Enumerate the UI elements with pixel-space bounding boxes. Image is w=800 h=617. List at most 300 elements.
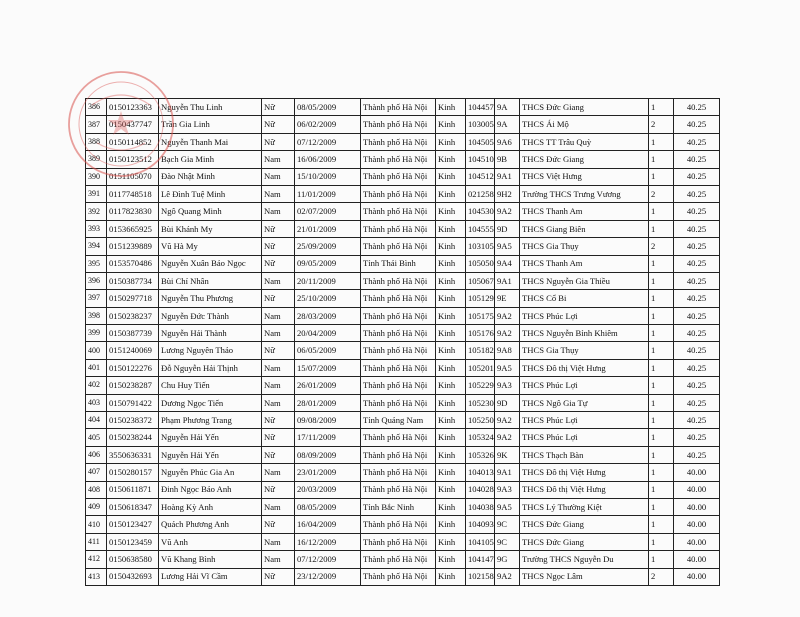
registration-code-cell: 105229 — [466, 377, 495, 394]
total-score-cell: 40.00 — [674, 498, 720, 515]
preference-rank-cell: 1 — [649, 481, 674, 498]
place-of-birth-cell: Thành phố Hà Nội — [361, 533, 436, 550]
school-name-cell: THCS TT Trâu Quỳ — [520, 133, 649, 150]
registration-code-cell: 021258 — [466, 185, 495, 202]
gender-cell: Nữ — [262, 446, 295, 463]
student-name-cell: Bùi Khánh My — [159, 220, 262, 237]
gender-cell: Nam — [262, 377, 295, 394]
gender-cell: Nữ — [262, 516, 295, 533]
school-name-cell: THCS Ngô Gia Tự — [520, 394, 649, 411]
class-cell: 9A — [495, 116, 520, 133]
preference-rank-cell: 2 — [649, 568, 674, 585]
total-score-cell: 40.00 — [674, 568, 720, 585]
table-row — [86, 238, 720, 255]
class-cell: 9A5 — [495, 498, 520, 515]
gender-cell: Nam — [262, 272, 295, 289]
row-number-cell: 395 — [86, 255, 107, 272]
student-name-cell: Vũ Khang Bình — [159, 551, 262, 568]
date-of-birth-cell: 25/10/2009 — [295, 290, 361, 307]
ethnicity-cell: Kinh — [436, 551, 466, 568]
place-of-birth-cell: Tỉnh Thái Bình — [361, 255, 436, 272]
total-score-cell: 40.25 — [674, 99, 720, 116]
school-name-cell: THCS Lý Thường Kiệt — [520, 498, 649, 515]
total-score-cell: 40.00 — [674, 533, 720, 550]
student-name-cell: Ngô Quang Minh — [159, 203, 262, 220]
student-name-cell: Lê Đình Tuệ Minh — [159, 185, 262, 202]
preference-rank-cell: 1 — [649, 168, 674, 185]
row-number-cell: 400 — [86, 342, 107, 359]
table-row — [86, 342, 720, 359]
total-score-cell: 40.25 — [674, 359, 720, 376]
registration-code-cell: 105175 — [466, 307, 495, 324]
date-of-birth-cell: 09/05/2009 — [295, 255, 361, 272]
date-of-birth-cell: 20/04/2009 — [295, 325, 361, 342]
preference-rank-cell: 1 — [649, 377, 674, 394]
student-name-cell: Đào Nhật Minh — [159, 168, 262, 185]
class-cell: 9A6 — [495, 133, 520, 150]
candidate-id-cell: 0150297718 — [107, 290, 159, 307]
date-of-birth-cell: 16/06/2009 — [295, 151, 361, 168]
candidate-id-cell: 0150123512 — [107, 151, 159, 168]
ethnicity-cell: Kinh — [436, 359, 466, 376]
candidate-id-cell: 0150638580 — [107, 551, 159, 568]
gender-cell: Nữ — [262, 568, 295, 585]
school-name-cell: THCS Thanh Am — [520, 203, 649, 220]
class-cell: 9C — [495, 533, 520, 550]
candidate-id-cell: 0150791422 — [107, 394, 159, 411]
ethnicity-cell: Kinh — [436, 342, 466, 359]
class-cell: 9B — [495, 151, 520, 168]
class-cell: 9A5 — [495, 359, 520, 376]
row-number-cell: 402 — [86, 377, 107, 394]
table-row — [86, 429, 720, 446]
date-of-birth-cell: 06/02/2009 — [295, 116, 361, 133]
ethnicity-cell: Kinh — [436, 168, 466, 185]
candidate-id-cell: 0150123427 — [107, 516, 159, 533]
class-cell: 9K — [495, 446, 520, 463]
place-of-birth-cell: Thành phố Hà Nội — [361, 203, 436, 220]
place-of-birth-cell: Thành phố Hà Nội — [361, 446, 436, 463]
registration-code-cell: 105326 — [466, 446, 495, 463]
table-row — [86, 168, 720, 185]
candidate-id-cell: 0151240069 — [107, 342, 159, 359]
date-of-birth-cell: 15/07/2009 — [295, 359, 361, 376]
gender-cell: Nam — [262, 151, 295, 168]
ethnicity-cell: Kinh — [436, 307, 466, 324]
registration-code-cell: 104093 — [466, 516, 495, 533]
row-number-cell: 413 — [86, 568, 107, 585]
preference-rank-cell: 1 — [649, 307, 674, 324]
student-name-cell: Nguyễn Đức Thành — [159, 307, 262, 324]
date-of-birth-cell: 02/07/2009 — [295, 203, 361, 220]
candidate-id-cell: 0117748518 — [107, 185, 159, 202]
total-score-cell: 40.25 — [674, 342, 720, 359]
gender-cell: Nữ — [262, 429, 295, 446]
place-of-birth-cell: Thành phố Hà Nội — [361, 481, 436, 498]
ethnicity-cell: Kinh — [436, 533, 466, 550]
student-name-cell: Quách Phương Anh — [159, 516, 262, 533]
total-score-cell: 40.25 — [674, 307, 720, 324]
place-of-birth-cell: Thành phố Hà Nội — [361, 290, 436, 307]
gender-cell: Nữ — [262, 481, 295, 498]
date-of-birth-cell: 09/08/2009 — [295, 412, 361, 429]
table-row — [86, 290, 720, 307]
student-name-cell: Nguyễn Hải Yến — [159, 429, 262, 446]
row-number-cell: 394 — [86, 238, 107, 255]
table-row — [86, 464, 720, 481]
class-cell: 9A2 — [495, 325, 520, 342]
total-score-cell: 40.25 — [674, 290, 720, 307]
place-of-birth-cell: Thành phố Hà Nội — [361, 516, 436, 533]
preference-rank-cell: 2 — [649, 185, 674, 202]
preference-rank-cell: 1 — [649, 429, 674, 446]
ethnicity-cell: Kinh — [436, 412, 466, 429]
candidate-id-cell: 0151239889 — [107, 238, 159, 255]
gender-cell: Nam — [262, 168, 295, 185]
ethnicity-cell: Kinh — [436, 377, 466, 394]
preference-rank-cell: 1 — [649, 151, 674, 168]
date-of-birth-cell: 26/01/2009 — [295, 377, 361, 394]
gender-cell: Nữ — [262, 342, 295, 359]
candidate-id-cell: 0150238237 — [107, 307, 159, 324]
date-of-birth-cell: 20/11/2009 — [295, 272, 361, 289]
ethnicity-cell: Kinh — [436, 516, 466, 533]
total-score-cell: 40.25 — [674, 168, 720, 185]
class-cell: 9A8 — [495, 342, 520, 359]
ethnicity-cell: Kinh — [436, 290, 466, 307]
registration-code-cell: 105230 — [466, 394, 495, 411]
table-row — [86, 325, 720, 342]
class-cell: 9A2 — [495, 568, 520, 585]
class-cell: 9A1 — [495, 272, 520, 289]
preference-rank-cell: 1 — [649, 325, 674, 342]
student-name-cell: Nguyễn Thanh Mai — [159, 133, 262, 150]
row-number-cell: 392 — [86, 203, 107, 220]
candidate-id-cell: 0150387739 — [107, 325, 159, 342]
preference-rank-cell: 1 — [649, 412, 674, 429]
table-row — [86, 551, 720, 568]
class-cell: 9D — [495, 394, 520, 411]
school-name-cell: THCS Ngọc Lâm — [520, 568, 649, 585]
row-number-cell: 412 — [86, 551, 107, 568]
gender-cell: Nam — [262, 498, 295, 515]
ethnicity-cell: Kinh — [436, 116, 466, 133]
table-row — [86, 133, 720, 150]
date-of-birth-cell: 23/01/2009 — [295, 464, 361, 481]
candidate-id-cell: 0150611871 — [107, 481, 159, 498]
place-of-birth-cell: Thành phố Hà Nội — [361, 325, 436, 342]
table-row — [86, 116, 720, 133]
student-name-cell: Nguyễn Hải Yến — [159, 446, 262, 463]
class-cell: 9G — [495, 551, 520, 568]
preference-rank-cell: 1 — [649, 220, 674, 237]
school-name-cell: THCS Đức Giang — [520, 151, 649, 168]
ethnicity-cell: Kinh — [436, 220, 466, 237]
date-of-birth-cell: 15/10/2009 — [295, 168, 361, 185]
student-name-cell: Lương Hải Vĩ Cầm — [159, 568, 262, 585]
school-name-cell: THCS Việt Hưng — [520, 168, 649, 185]
table-row — [86, 377, 720, 394]
candidate-id-cell: 0150618347 — [107, 498, 159, 515]
ethnicity-cell: Kinh — [436, 151, 466, 168]
student-name-cell: Đinh Ngọc Bảo Anh — [159, 481, 262, 498]
registration-code-cell: 102158 — [466, 568, 495, 585]
date-of-birth-cell: 08/09/2009 — [295, 446, 361, 463]
table-row — [86, 359, 720, 376]
school-name-cell: THCS Đô thị Việt Hưng — [520, 359, 649, 376]
gender-cell: Nam — [262, 533, 295, 550]
class-cell: 9A1 — [495, 464, 520, 481]
total-score-cell: 40.25 — [674, 394, 720, 411]
student-name-cell: Nguyễn Hải Thành — [159, 325, 262, 342]
place-of-birth-cell: Thành phố Hà Nội — [361, 307, 436, 324]
candidate-id-cell: 0150238244 — [107, 429, 159, 446]
date-of-birth-cell: 25/09/2009 — [295, 238, 361, 255]
class-cell: 9A2 — [495, 307, 520, 324]
date-of-birth-cell: 08/05/2009 — [295, 99, 361, 116]
candidate-id-cell: 0150123363 — [107, 99, 159, 116]
registration-code-cell: 104510 — [466, 151, 495, 168]
row-number-cell: 403 — [86, 394, 107, 411]
date-of-birth-cell: 16/12/2009 — [295, 533, 361, 550]
table-row — [86, 533, 720, 550]
place-of-birth-cell: Thành phố Hà Nội — [361, 568, 436, 585]
total-score-cell: 40.25 — [674, 238, 720, 255]
place-of-birth-cell: Thành phố Hà Nội — [361, 551, 436, 568]
student-name-cell: Lương Nguyên Thảo — [159, 342, 262, 359]
ethnicity-cell: Kinh — [436, 325, 466, 342]
registration-code-cell: 104013 — [466, 464, 495, 481]
student-name-cell: Vũ Anh — [159, 533, 262, 550]
place-of-birth-cell: Thành phố Hà Nội — [361, 238, 436, 255]
table-row — [86, 203, 720, 220]
ethnicity-cell: Kinh — [436, 481, 466, 498]
place-of-birth-cell: Thành phố Hà Nội — [361, 272, 436, 289]
place-of-birth-cell: Thành phố Hà Nội — [361, 359, 436, 376]
candidate-id-cell: 0117823830 — [107, 203, 159, 220]
student-name-cell: Vũ Hà My — [159, 238, 262, 255]
preference-rank-cell: 1 — [649, 516, 674, 533]
ethnicity-cell: Kinh — [436, 203, 466, 220]
school-name-cell: THCS Thạch Bàn — [520, 446, 649, 463]
school-name-cell: THCS Nguyễn Gia Thiều — [520, 272, 649, 289]
student-name-cell: Bạch Gia Minh — [159, 151, 262, 168]
candidate-id-cell: 0150114852 — [107, 133, 159, 150]
preference-rank-cell: 1 — [649, 99, 674, 116]
row-number-cell: 398 — [86, 307, 107, 324]
table-row — [86, 307, 720, 324]
total-score-cell: 40.25 — [674, 203, 720, 220]
candidate-id-cell: 0153570486 — [107, 255, 159, 272]
gender-cell: Nam — [262, 394, 295, 411]
total-score-cell: 40.25 — [674, 412, 720, 429]
candidate-id-cell: 3550636331 — [107, 446, 159, 463]
registration-code-cell: 105182 — [466, 342, 495, 359]
student-name-cell: Trần Gia Linh — [159, 116, 262, 133]
row-number-cell: 386 — [86, 99, 107, 116]
total-score-cell: 40.25 — [674, 116, 720, 133]
row-number-cell: 399 — [86, 325, 107, 342]
total-score-cell: 40.25 — [674, 429, 720, 446]
table-row — [86, 394, 720, 411]
preference-rank-cell: 1 — [649, 342, 674, 359]
registration-code-cell: 104505 — [466, 133, 495, 150]
student-name-cell: Phạm Phương Trang — [159, 412, 262, 429]
row-number-cell: 405 — [86, 429, 107, 446]
candidate-id-cell: 0150280157 — [107, 464, 159, 481]
ethnicity-cell: Kinh — [436, 429, 466, 446]
date-of-birth-cell: 20/03/2009 — [295, 481, 361, 498]
table-row — [86, 185, 720, 202]
row-number-cell: 388 — [86, 133, 107, 150]
table-row — [86, 255, 720, 272]
preference-rank-cell: 1 — [649, 290, 674, 307]
ethnicity-cell: Kinh — [436, 238, 466, 255]
class-cell: 9A4 — [495, 255, 520, 272]
gender-cell: Nữ — [262, 133, 295, 150]
date-of-birth-cell: 23/12/2009 — [295, 568, 361, 585]
ethnicity-cell: Kinh — [436, 99, 466, 116]
registration-code-cell: 104028 — [466, 481, 495, 498]
class-cell: 9A3 — [495, 377, 520, 394]
table-row — [86, 568, 720, 585]
place-of-birth-cell: Thành phố Hà Nội — [361, 168, 436, 185]
total-score-cell: 40.00 — [674, 551, 720, 568]
table-row — [86, 151, 720, 168]
registration-code-cell: 104512 — [466, 168, 495, 185]
school-name-cell: Trường THCS Nguyễn Du — [520, 551, 649, 568]
registration-code-cell: 103005 — [466, 116, 495, 133]
place-of-birth-cell: Thành phố Hà Nội — [361, 464, 436, 481]
school-name-cell: THCS Thanh Am — [520, 255, 649, 272]
student-name-cell: Đỗ Nguyễn Hải Thịnh — [159, 359, 262, 376]
preference-rank-cell: 2 — [649, 238, 674, 255]
gender-cell: Nữ — [262, 238, 295, 255]
total-score-cell: 40.25 — [674, 272, 720, 289]
preference-rank-cell: 1 — [649, 464, 674, 481]
table-row — [86, 446, 720, 463]
gender-cell: Nữ — [262, 99, 295, 116]
registration-code-cell: 105050 — [466, 255, 495, 272]
preference-rank-cell: 2 — [649, 116, 674, 133]
registration-code-cell: 105324 — [466, 429, 495, 446]
registration-code-cell: 104147 — [466, 551, 495, 568]
gender-cell: Nam — [262, 325, 295, 342]
student-name-cell: Dương Ngọc Tiến — [159, 394, 262, 411]
student-name-cell: Nguyễn Thu Linh — [159, 99, 262, 116]
class-cell: 9A2 — [495, 412, 520, 429]
class-cell: 9A3 — [495, 481, 520, 498]
date-of-birth-cell: 17/11/2009 — [295, 429, 361, 446]
school-name-cell: THCS Gia Thụy — [520, 238, 649, 255]
date-of-birth-cell: 07/12/2009 — [295, 551, 361, 568]
place-of-birth-cell: Thành phố Hà Nội — [361, 220, 436, 237]
school-name-cell: THCS Phúc Lợi — [520, 429, 649, 446]
student-name-cell: Chu Huy Tiến — [159, 377, 262, 394]
total-score-cell: 40.25 — [674, 325, 720, 342]
class-cell: 9A1 — [495, 168, 520, 185]
ethnicity-cell: Kinh — [436, 498, 466, 515]
ethnicity-cell: Kinh — [436, 185, 466, 202]
row-number-cell: 408 — [86, 481, 107, 498]
class-cell: 9A5 — [495, 238, 520, 255]
date-of-birth-cell: 21/01/2009 — [295, 220, 361, 237]
table-row — [86, 99, 720, 116]
total-score-cell: 40.25 — [674, 220, 720, 237]
registration-code-cell: 104105 — [466, 533, 495, 550]
table-row — [86, 516, 720, 533]
ethnicity-cell: Kinh — [436, 464, 466, 481]
candidate-id-cell: 0153665925 — [107, 220, 159, 237]
date-of-birth-cell: 28/03/2009 — [295, 307, 361, 324]
preference-rank-cell: 1 — [649, 359, 674, 376]
school-name-cell: THCS Đô thị Việt Hưng — [520, 481, 649, 498]
registration-code-cell: 105250 — [466, 412, 495, 429]
registration-code-cell: 105176 — [466, 325, 495, 342]
preference-rank-cell: 1 — [649, 203, 674, 220]
school-name-cell: THCS Phúc Lợi — [520, 377, 649, 394]
registration-code-cell: 104555 — [466, 220, 495, 237]
gender-cell: Nam — [262, 185, 295, 202]
date-of-birth-cell: 16/04/2009 — [295, 516, 361, 533]
ethnicity-cell: Kinh — [436, 568, 466, 585]
gender-cell: Nam — [262, 464, 295, 481]
row-number-cell: 411 — [86, 533, 107, 550]
preference-rank-cell: 1 — [649, 255, 674, 272]
table-row — [86, 272, 720, 289]
school-name-cell: THCS Đức Giang — [520, 99, 649, 116]
row-number-cell: 407 — [86, 464, 107, 481]
gender-cell: Nữ — [262, 116, 295, 133]
gender-cell: Nữ — [262, 255, 295, 272]
student-name-cell: Nguyễn Thu Phương — [159, 290, 262, 307]
class-cell: 9A2 — [495, 429, 520, 446]
place-of-birth-cell: Thành phố Hà Nội — [361, 151, 436, 168]
table-row — [86, 220, 720, 237]
gender-cell: Nữ — [262, 412, 295, 429]
table-row — [86, 412, 720, 429]
candidate-id-cell: 0150238287 — [107, 377, 159, 394]
gender-cell: Nữ — [262, 220, 295, 237]
gender-cell: Nữ — [262, 290, 295, 307]
class-cell: 9C — [495, 516, 520, 533]
school-name-cell: THCS Giang Biên — [520, 220, 649, 237]
total-score-cell: 40.00 — [674, 464, 720, 481]
place-of-birth-cell: Thành phố Hà Nội — [361, 99, 436, 116]
row-number-cell: 391 — [86, 185, 107, 202]
place-of-birth-cell: Tỉnh Quảng Nam — [361, 412, 436, 429]
place-of-birth-cell: Thành phố Hà Nội — [361, 377, 436, 394]
registration-code-cell: 104457 — [466, 99, 495, 116]
candidate-id-cell: 0150387734 — [107, 272, 159, 289]
candidate-id-cell: 0150122276 — [107, 359, 159, 376]
preference-rank-cell: 1 — [649, 446, 674, 463]
school-name-cell: THCS Nguyễn Bỉnh Khiêm — [520, 325, 649, 342]
preference-rank-cell: 1 — [649, 533, 674, 550]
preference-rank-cell: 1 — [649, 498, 674, 515]
gender-cell: Nam — [262, 307, 295, 324]
school-name-cell: THCS Ái Mộ — [520, 116, 649, 133]
candidate-id-cell: 0150432693 — [107, 568, 159, 585]
date-of-birth-cell: 06/05/2009 — [295, 342, 361, 359]
row-number-cell: 401 — [86, 359, 107, 376]
place-of-birth-cell: Thành phố Hà Nội — [361, 429, 436, 446]
candidate-id-cell: 0150437747 — [107, 116, 159, 133]
registration-code-cell: 104530 — [466, 203, 495, 220]
school-name-cell: THCS Đô thị Việt Hưng — [520, 464, 649, 481]
ethnicity-cell: Kinh — [436, 255, 466, 272]
row-number-cell: 390 — [86, 168, 107, 185]
